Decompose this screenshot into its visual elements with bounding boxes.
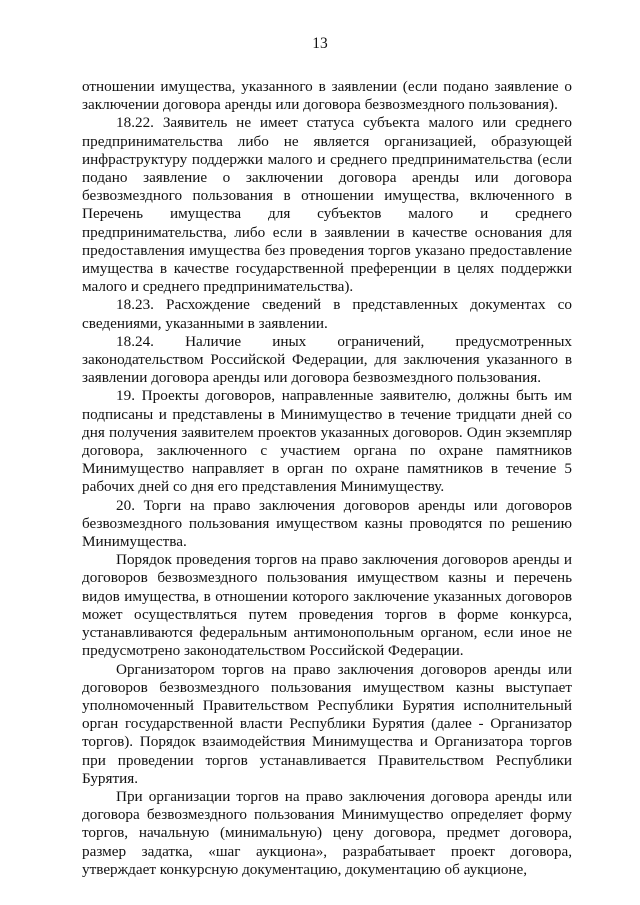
paragraph-continuation: отношении имущества, указанного в заявлении (если подано заявление о заключении договора аренды или договора безвозмездного пользования). bbox=[82, 78, 572, 114]
paragraph-18-23: 18.23. Расхождение сведений в представленных документах со сведениями, указанными в заявлении. bbox=[82, 296, 572, 332]
paragraph-18-22: 18.22. Заявитель не имеет статуса субъекта малого или среднего предпринимательства либо не является организацией, образующей инфраструктуру поддержки малого и среднего предпринимательства (если подано заявление о заключении договора аренды или договора безвозмездного пользования в отношении имущества, включенного в Перечень имущества для субъектов малого и среднего предпринимательства, либо если в заявлении в качестве основания для предоставления имущества без проведения торгов указано предоставление имущества в качестве государственной преференции в целях поддержки малого и среднего предпринимательства). bbox=[82, 114, 572, 296]
paragraph-19: 19. Проекты договоров, направленные заявителю, должны быть им подписаны и представлены в Минимущество в течение тридцати дней со дня получения заявителем проектов указанных договоров. Один экземпляр договора, заключенного с участием органа по охране памятников Минимущество направляет в орган по охране памятников в течение 5 рабочих дней со дня его представления Минимуществу. bbox=[82, 387, 572, 496]
document-body bbox=[82, 78, 572, 879]
paragraph-tender-organizer: Организатором торгов на право заключения договоров аренды или договоров безвозмездного пользования имуществом казны выступает уполномоченный Правительством Республики Бурятия исполнительный орган государственной власти Республики Бурятия (далее - Организатор торгов). Порядок взаимодействия Минимущества и Организатора торгов при проведении торгов устанавливается Правительством Республики Бурятия. bbox=[82, 660, 572, 787]
paragraph-tender-procedure: Порядок проведения торгов на право заключения договоров аренды и договоров безвозмездного пользования имуществом казны и перечень видов имущества, в отношении которого заключение указанных договоров может осуществляться путем проведения торгов в форме конкурса, устанавливаются федеральным антимонопольным органом, если иное не предусмотрено законодательством Российской Федерации. bbox=[82, 551, 572, 660]
paragraph-18-24: 18.24. Наличие иных ограничений, предусмотренных законодательством Российской Федерации, для заключения указанного в заявлении договора аренды или договора безвозмездного пользования. bbox=[82, 332, 572, 387]
paragraph-20: 20. Торги на право заключения договоров аренды или договоров безвозмездного пользования имуществом казны проводятся по решению Минимущества. bbox=[82, 496, 572, 551]
paragraph-tender-organization: При организации торгов на право заключения договора аренды или договора безвозмездного пользования Минимущество определяет форму торгов, начальную (минимальную) цену договора, предмет договора, размер задатка, «шаг аукциона», разрабатывает проект договора, утверждает конкурсную документацию, документацию об аукционе, bbox=[82, 787, 572, 878]
page-number: 13 bbox=[312, 35, 328, 52]
